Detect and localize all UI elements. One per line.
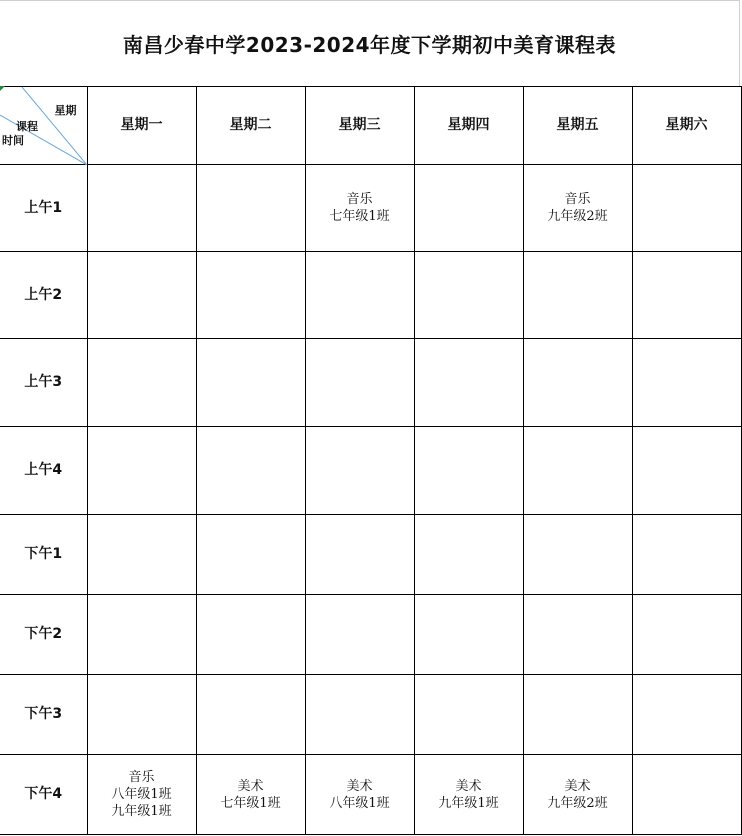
subject-text: 美术 — [564, 778, 591, 794]
corner-header-cell — [0, 87, 87, 165]
schedule-cell — [196, 515, 305, 595]
subject-text: 美术 — [346, 778, 373, 794]
class-text: 七年级1班 — [220, 795, 281, 811]
schedule-cell — [632, 755, 741, 835]
schedule-cell — [523, 427, 632, 515]
period-label: 上午1 — [0, 165, 87, 252]
schedule-cell — [196, 339, 305, 427]
schedule-cell — [523, 339, 632, 427]
day-header-sat: 星期六 — [632, 87, 741, 165]
schedule-table — [0, 86, 742, 835]
schedule-cell — [632, 252, 741, 339]
table-row — [0, 675, 741, 755]
schedule-cell — [305, 595, 414, 675]
schedule-cell — [305, 165, 414, 252]
class-text: 八年级1班 — [111, 787, 172, 802]
schedule-cell — [632, 515, 741, 595]
schedule-cell — [196, 427, 305, 515]
class-text: 九年级2班 — [547, 209, 608, 224]
page-title: 南昌少春中学2023-2024年度下学期初中美育课程表 — [122, 33, 617, 57]
table-row — [0, 165, 741, 252]
subject-text: 音乐 — [564, 192, 591, 207]
period-label: 上午4 — [0, 427, 87, 515]
period-label: 下午4 — [0, 755, 87, 835]
schedule-cell — [632, 675, 741, 755]
day-header-thu: 星期四 — [414, 87, 523, 165]
class-text: 八年级1班 — [329, 795, 390, 811]
subject-text: 音乐 — [128, 770, 155, 785]
schedule-cell — [523, 755, 632, 835]
schedule-cell — [87, 595, 196, 675]
schedule-cell — [414, 252, 523, 339]
corner-week-label: 星期 — [54, 104, 77, 117]
schedule-cell — [305, 427, 414, 515]
schedule-cell — [196, 595, 305, 675]
schedule-cell — [196, 755, 305, 835]
schedule-cell — [523, 515, 632, 595]
day-header-tue: 星期二 — [196, 87, 305, 165]
schedule-cell — [523, 675, 632, 755]
schedule-cell — [414, 675, 523, 755]
class-text: 九年级1班 — [438, 795, 499, 811]
schedule-cell — [523, 595, 632, 675]
schedule-cell — [87, 165, 196, 252]
schedule-cell — [87, 515, 196, 595]
period-label: 上午3 — [0, 339, 87, 427]
day-header-fri: 星期五 — [523, 87, 632, 165]
schedule-cell — [414, 595, 523, 675]
schedule-cell — [414, 755, 523, 835]
schedule-cell — [305, 675, 414, 755]
day-header-wed: 星期三 — [305, 87, 414, 165]
schedule-cell — [305, 252, 414, 339]
table-row — [0, 595, 741, 675]
subject-text: 音乐 — [346, 192, 373, 207]
period-label: 下午2 — [0, 595, 87, 675]
schedule-cell — [632, 339, 741, 427]
cell-comment-marker — [0, 86, 5, 91]
class-text: 九年级1班 — [111, 804, 172, 819]
schedule-cell — [87, 755, 196, 835]
schedule-cell — [87, 339, 196, 427]
schedule-cell — [414, 427, 523, 515]
schedule-cell — [87, 675, 196, 755]
period-label: 下午3 — [0, 675, 87, 755]
title-row — [0, 0, 740, 86]
diagonal-lines — [0, 87, 87, 165]
corner-course-label: 课程 — [16, 120, 38, 133]
schedule-cell — [632, 595, 741, 675]
table-row — [0, 755, 741, 835]
schedule-cell — [87, 252, 196, 339]
schedule-cell — [305, 339, 414, 427]
schedule-cell — [414, 339, 523, 427]
schedule-cell — [414, 165, 523, 252]
day-header-mon: 星期一 — [87, 87, 196, 165]
table-row — [0, 427, 741, 515]
class-text: 九年级2班 — [547, 795, 608, 811]
subject-text: 美术 — [455, 778, 482, 794]
class-text: 七年级1班 — [329, 209, 390, 224]
schedule-cell — [523, 165, 632, 252]
schedule-cell — [196, 675, 305, 755]
schedule-cell — [632, 165, 741, 252]
corner-time-label: 时间 — [2, 134, 24, 147]
schedule-cell — [632, 427, 741, 515]
schedule-cell — [305, 515, 414, 595]
header-row — [0, 87, 741, 165]
schedule-cell — [196, 252, 305, 339]
schedule-cell — [523, 252, 632, 339]
schedule-cell — [414, 515, 523, 595]
schedule-cell — [196, 165, 305, 252]
period-label: 下午1 — [0, 515, 87, 595]
period-label: 上午2 — [0, 252, 87, 339]
table-row — [0, 252, 741, 339]
table-row — [0, 339, 741, 427]
subject-text: 美术 — [237, 778, 264, 794]
table-row — [0, 515, 741, 595]
schedule-cell — [87, 427, 196, 515]
schedule-cell — [305, 755, 414, 835]
